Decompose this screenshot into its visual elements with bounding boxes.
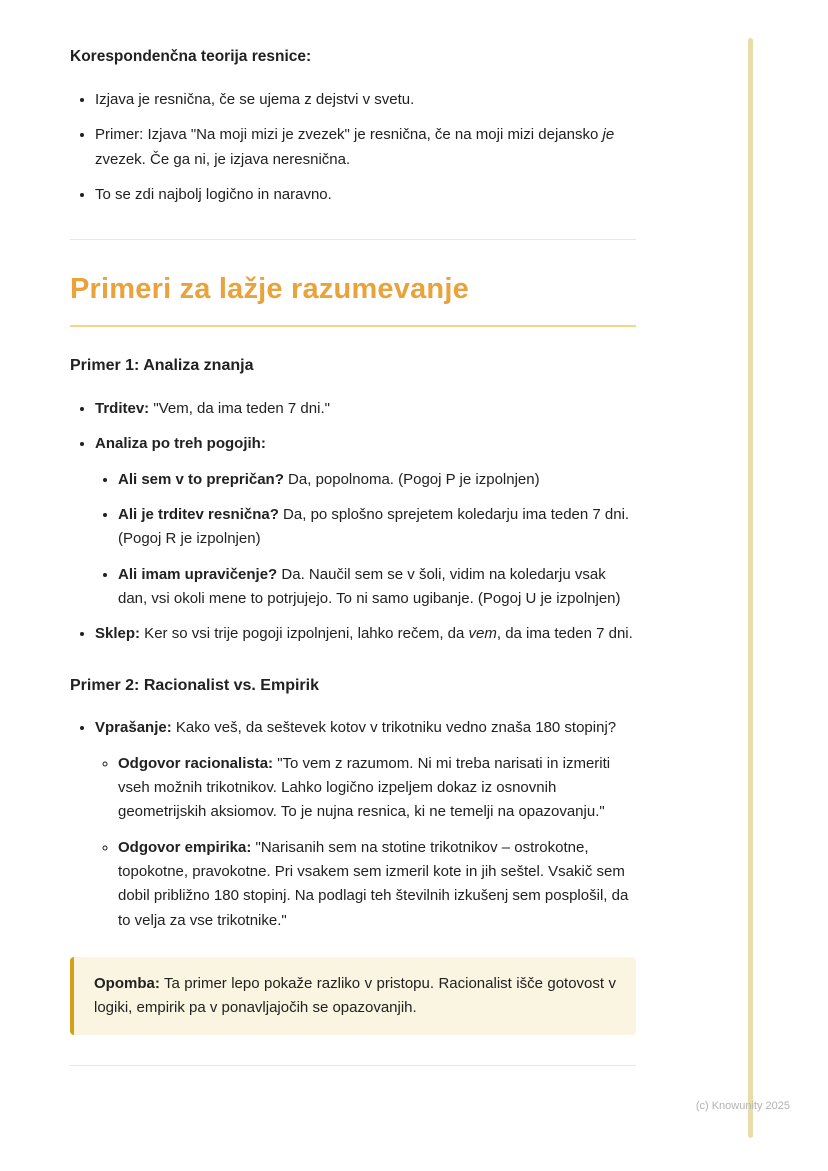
bold-text: Odgovor empirika: (118, 838, 252, 856)
note-callout (70, 957, 636, 1036)
page-edge-stripe (748, 38, 753, 1138)
list-item (95, 123, 636, 172)
intro-list (70, 88, 636, 207)
plain-text: Kako veš, da seštevek kotov v trikotniku vedno znaša 180 stopinj? (171, 719, 617, 737)
list-item (95, 622, 636, 646)
divider (70, 1065, 636, 1066)
plain-text: Primer: Izjava "Na moji mizi je zvezek" je resnična, če na moji mizi dejansko (95, 126, 603, 144)
plain-text: Izjava je resnična, če se ujema z dejstvi v svetu. (95, 91, 415, 109)
bold-text: Odgovor racionalista: (118, 754, 274, 772)
note-label: Opomba: (94, 974, 160, 992)
intro-heading: Korespondenčna teorija resnice: (70, 48, 312, 65)
list-item (95, 397, 636, 421)
example1-list (70, 397, 636, 646)
list-item (118, 563, 636, 612)
note-text: Ta primer lepo pokaže razliko v pristopu. Racionalist išče gotovost v logiki, empirik pa v ponavljajočih se opazovanjih. (94, 974, 616, 1017)
divider (70, 239, 636, 240)
nested-list (95, 752, 636, 933)
plain-text: , da ima teden 7 dni. (496, 625, 633, 643)
plain-text: Da, popolnoma. (Pogoj P je izpolnjen) (283, 470, 540, 488)
list-item (95, 716, 636, 932)
plain-text: Da. Naučil sem se v šoli, vidim na koledarju vsak dan, vsi okoli mene to potrjujejo. To ni samo ugibanje. (Pogoj U je izpolnjen) (118, 565, 621, 607)
bold-text: Trditev: (95, 400, 150, 418)
list-item (95, 432, 636, 611)
italic-text: je (602, 126, 615, 144)
bold-text: Vprašanje: (95, 719, 172, 737)
list-item (95, 88, 636, 112)
plain-text: zvezek. Če ga ni, je izjava neresnična. (95, 150, 351, 168)
list-item (118, 752, 636, 825)
example2-list (70, 716, 636, 932)
bold-text: Analiza po treh pogojih: (95, 435, 266, 453)
example1-heading: Primer 1: Analiza znanja (70, 357, 254, 375)
bold-text: Ali je trditev resnična? (118, 506, 279, 524)
bold-text: Ali imam upravičenje? (118, 565, 278, 583)
bold-text: Sklep: (95, 625, 141, 643)
plain-text: "To vem z razumom. Ni mi treba narisati in izmeriti vseh možnih trikotnikov. Lahko logično izpeljem dokaz iz osnovnih geometrijskih aksiomov. To je nujna resnica, ki ne temelji na opazovanju." (118, 754, 611, 821)
plain-text: Ker so vsi trije pogoji izpolnjeni, lahko rečem, da (140, 625, 469, 643)
plain-text: "Narisanih sem na stotine trikotnikov – ostrokotne, topokotne, pravokotne. Pri vsakem sem izmeril kote in jih seštel. Vsakič sem dobil približno 180 stopinj. Na podlagi teh številnih izkušenj sem posplošil, da to velja za vse trikotnike." (118, 838, 629, 929)
document-content (70, 44, 636, 1066)
plain-text: "Vem, da ima teden 7 dni." (149, 400, 330, 418)
list-item (95, 183, 636, 207)
bold-text: Ali sem v to prepričan? (118, 470, 284, 488)
page-title: Primeri za lažje razumevanje (70, 266, 636, 327)
copyright-footer: (c) Knowunity 2025 (695, 1100, 790, 1112)
plain-text: To se zdi najbolj logično in naravno. (95, 186, 332, 203)
list-item (118, 836, 636, 933)
list-item (118, 468, 636, 492)
example2-heading: Primer 2: Racionalist vs. Empirik (70, 676, 319, 694)
plain-text: Da, po splošno sprejetem koledarju ima teden 7 dni. (Pogoj R je izpolnjen) (118, 506, 630, 548)
list-item (118, 503, 636, 552)
nested-list (95, 468, 636, 611)
italic-text: vem (468, 625, 497, 643)
